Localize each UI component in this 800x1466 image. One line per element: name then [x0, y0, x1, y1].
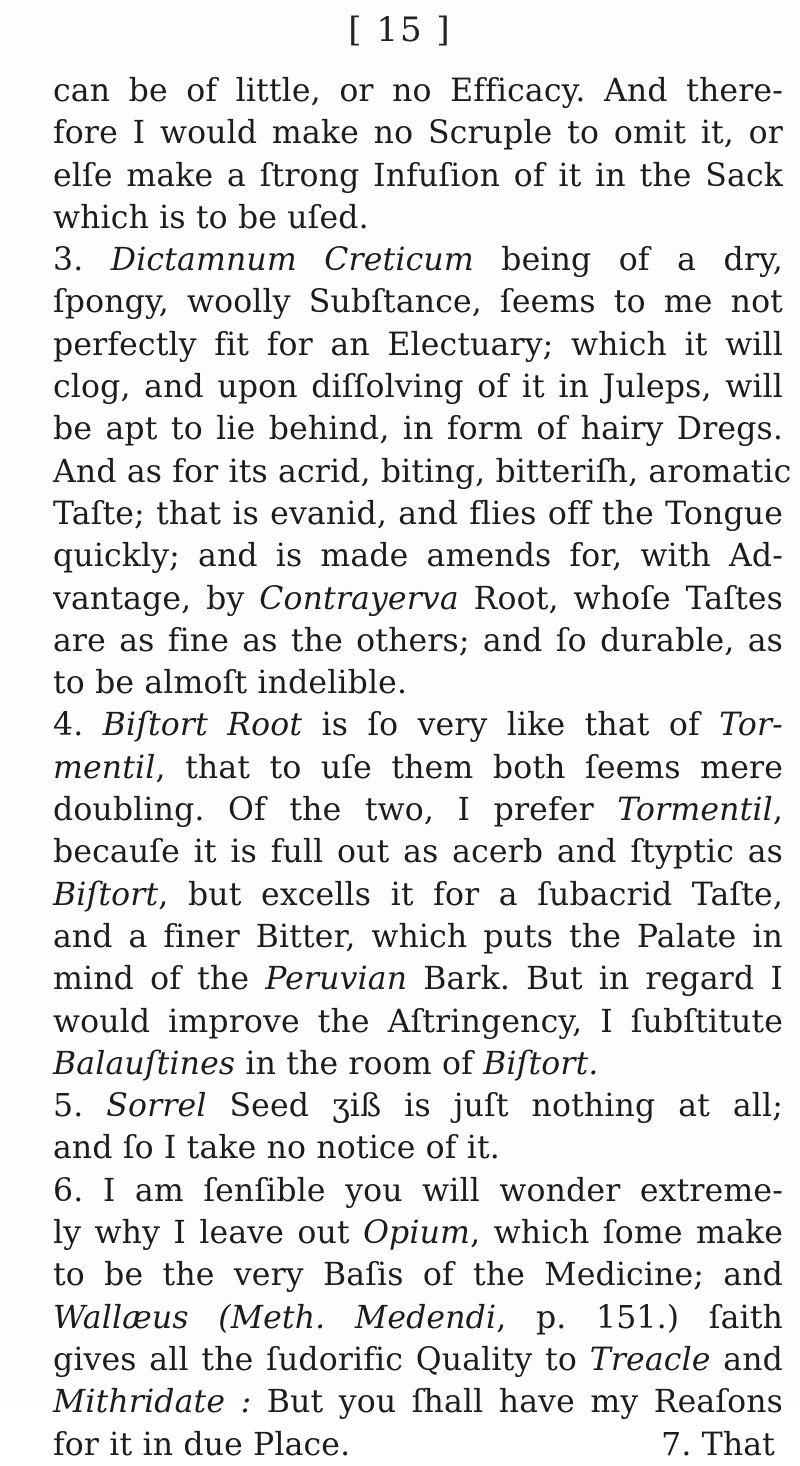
text-line	[53, 366, 783, 408]
text-line	[53, 747, 783, 789]
italic-text: Dictamnum Creticum	[110, 242, 474, 279]
text-line	[53, 578, 783, 620]
text-segment: ly why I leave out	[53, 1215, 364, 1252]
text-segment: elſe make a ſtrong Infuſion of it in the Sack	[53, 157, 783, 194]
text-segment: and a finer Bitter, which puts the Palate in	[53, 918, 783, 955]
text-segment: is ſo very like that of	[302, 707, 720, 744]
italic-text: Treacle	[589, 1341, 711, 1378]
italic-text: Balauſtines	[53, 1045, 236, 1082]
text-line	[53, 874, 783, 916]
text-lines	[53, 70, 792, 1424]
text-line	[53, 155, 783, 197]
text-line	[53, 112, 783, 154]
text-segment: Bark. But in regard I	[407, 961, 783, 998]
text-segment: mind of the	[53, 961, 266, 998]
text-segment: ſpongy, woolly Subſtance, ſeems to me not	[53, 284, 783, 321]
text-line	[53, 789, 783, 831]
text-segment: 3.	[53, 242, 111, 279]
body-text	[53, 70, 792, 1466]
text-segment: are as fine as the others; and ſo durable, as	[53, 622, 783, 659]
italic-text: Mithridate :	[53, 1384, 252, 1421]
italic-text: Opium	[363, 1215, 471, 1252]
text-line	[53, 1043, 783, 1085]
italic-text: Peruvian	[265, 961, 408, 998]
text-segment: doubling. Of the two, I prefer	[53, 792, 618, 829]
text-line	[53, 1127, 783, 1169]
text-segment: , which ſome make	[470, 1215, 783, 1252]
text-segment: Taſte; that is evanid, and flies off the Tongue	[53, 495, 783, 532]
text-segment: Seed ʒiß is juſt nothing at all;	[206, 1088, 783, 1125]
text-segment: becauſe it is full out as acerb and ſtyptic as	[53, 834, 783, 871]
text-segment: being of a dry,	[473, 242, 783, 279]
italic-text: Biſtort.	[483, 1045, 599, 1082]
final-line	[53, 1424, 783, 1466]
text-line	[53, 535, 783, 577]
text-line	[53, 1381, 783, 1423]
text-line	[53, 620, 783, 662]
text-line	[53, 958, 783, 1000]
text-segment: But you ſhall have my Reaſons	[251, 1384, 783, 1421]
text-line	[53, 451, 792, 493]
text-line	[53, 239, 783, 281]
text-segment: vantage, by	[53, 580, 260, 617]
text-line	[53, 704, 783, 746]
text-segment: which is to be uſed.	[53, 199, 369, 236]
text-segment: and ſo I take no notice of it.	[53, 1130, 500, 1167]
text-segment: 5.	[53, 1088, 107, 1125]
text-line	[53, 281, 783, 323]
text-segment: and	[710, 1341, 783, 1378]
text-segment: be apt to lie behind, in form of hairy Dregs.	[53, 411, 783, 448]
text-segment: perfectly fit for an Electuary; which it will	[53, 326, 783, 363]
text-segment: to be almoſt indelible.	[53, 665, 408, 702]
text-segment: to be the very Baſis of the Medicine; and	[53, 1257, 783, 1294]
text-segment: clog, and upon diſſolving of it in Juleps, will	[53, 369, 783, 406]
italic-text: Biſtort	[53, 876, 159, 913]
text-segment: And as for its acrid, biting, bitteriſh, aromatic	[53, 453, 792, 490]
italic-text: Tormentil	[617, 792, 773, 829]
text-line	[53, 1170, 783, 1212]
text-segment: Root, whoſe Taſtes	[458, 580, 783, 617]
text-line	[53, 1297, 783, 1339]
text-line	[53, 70, 783, 112]
text-segment: quickly; and is made amends for, with Ad-	[53, 538, 783, 575]
text-line	[53, 1001, 783, 1043]
catchword: 7. That	[661, 1426, 775, 1463]
text-segment: 4.	[53, 707, 103, 744]
text-segment: gives all the ſudorific Quality to	[53, 1341, 590, 1378]
final-line-text: for it in due Place.	[53, 1426, 351, 1463]
text-line	[53, 493, 783, 535]
text-segment: , but excells it for a ſubacrid Taſte,	[158, 876, 783, 913]
italic-text: Biſtort Root	[102, 707, 303, 744]
text-line	[53, 1339, 783, 1381]
text-segment: can be of little, or no Efficacy. And there-	[53, 73, 783, 109]
text-segment: , p. 151.) ſaith	[496, 1299, 783, 1336]
text-line	[53, 1085, 783, 1127]
text-segment: fore I would make no Scruple to omit it, or	[53, 115, 783, 152]
italic-text: Wallæus (Meth. Medendi	[53, 1299, 497, 1336]
italic-text: Contrayerva	[259, 580, 459, 617]
text-segment: , that to uſe them both ſeems mere	[155, 749, 783, 786]
italic-text: Sorrel	[106, 1088, 207, 1125]
text-line	[53, 1254, 783, 1296]
text-line	[53, 916, 783, 958]
text-segment: ,	[772, 792, 783, 829]
italic-text: mentil	[53, 749, 156, 786]
page-number: [ 15 ]	[348, 10, 452, 50]
text-line	[53, 324, 783, 366]
italic-text: Tor-	[719, 707, 783, 744]
text-segment: would improve the Aſtringency, I ſubſtitute	[53, 1003, 783, 1040]
text-line	[53, 408, 783, 450]
text-line	[53, 1212, 783, 1254]
text-line	[53, 831, 783, 873]
text-line	[53, 197, 783, 239]
text-segment: in the room of	[235, 1045, 484, 1082]
text-segment: 6. I am ſenſible you will wonder extreme-	[53, 1172, 783, 1209]
text-line	[53, 662, 783, 704]
